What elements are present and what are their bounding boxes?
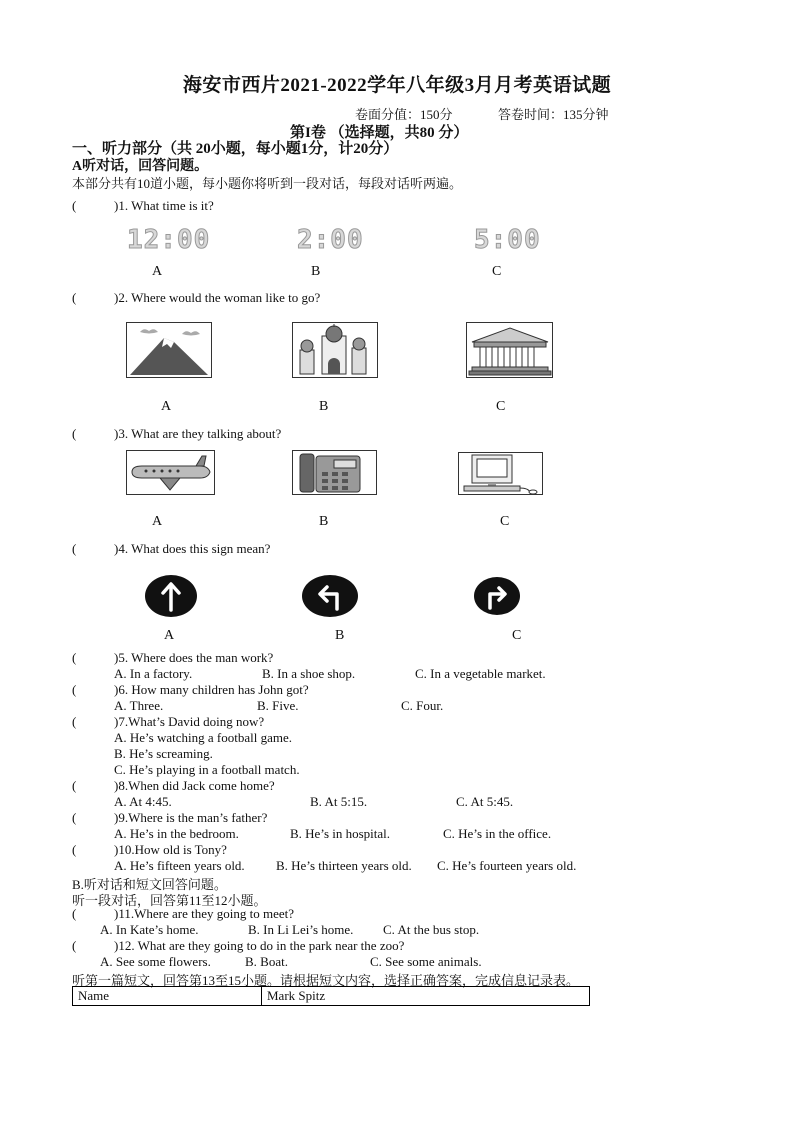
- part-a-heading: A听对话，回答问题。: [72, 159, 209, 174]
- arrow-straight-sign-icon: [144, 574, 198, 618]
- option-label-c: C: [496, 399, 506, 414]
- time-info: 答卷时间：135分钟: [498, 107, 609, 122]
- question-2: ( )2. Where would the woman like to go?: [72, 290, 321, 305]
- arrow-left-turn-sign-icon: [301, 574, 359, 618]
- section-heading: 一、听力部分（共 20小题，每小题1分，计20分）: [72, 141, 399, 157]
- table-value-cell: Mark Spitz: [262, 987, 590, 1006]
- option-label-c: C: [492, 264, 502, 279]
- question-10: ( )10.How old is Tony?: [72, 842, 227, 857]
- q8-option-a: A. At 4:45.: [114, 794, 172, 809]
- question-8: ( )8.When did Jack come home?: [72, 778, 275, 793]
- airplane-image: [126, 450, 216, 496]
- arrow-right-turn-sign-icon: [473, 576, 521, 616]
- q6-option-b: B. Five.: [257, 698, 299, 713]
- clock-a: 12:00: [127, 225, 211, 255]
- option-label-c: C: [512, 628, 522, 643]
- option-label-b: B: [335, 628, 345, 643]
- q5-option-b: B. In a shoe shop.: [262, 666, 356, 681]
- part-b-dialog-intro: 听一段对话，回答第11至12小题。: [72, 893, 267, 908]
- q5-option-a: A. In a factory.: [114, 666, 193, 681]
- exam-title: 海安市西片2021-2022学年八年级3月月考英语试题: [182, 75, 612, 96]
- option-label-b: B: [319, 514, 329, 529]
- q12-option-c: C. See some animals.: [370, 954, 482, 969]
- q10-option-b: B. He’s thirteen years old.: [276, 858, 412, 873]
- question-1: ( )1. What time is it?: [72, 198, 214, 213]
- mountain-image: [126, 322, 214, 380]
- score-info: 卷面分值：150分: [355, 107, 453, 122]
- question-9: ( )9.Where is the man’s father?: [72, 810, 268, 825]
- question-7: ( )7.What’s David doing now?: [72, 714, 265, 729]
- option-label-c: C: [500, 514, 510, 529]
- question-5: ( )5. Where does the man work?: [72, 650, 274, 665]
- q12-option-b: B. Boat.: [245, 954, 288, 969]
- option-label-b: B: [319, 399, 329, 414]
- part-b-heading: B.听对话和短文回答问题。: [72, 877, 227, 892]
- question-12: ( )12. What are they going to do in the park near the zoo?: [72, 938, 405, 953]
- question-3: ( )3. What are they talking about?: [72, 426, 282, 441]
- q7-option-b: B. He’s screaming.: [114, 746, 213, 761]
- info-record-table: [72, 986, 590, 1006]
- q5-option-c: C. In a vegetable market.: [415, 666, 546, 681]
- part-a-intro: 本部分共有10道小题，每小题你将听到一段对话，每段对话听两遍。: [72, 176, 463, 191]
- q11-option-c: C. At the bus stop.: [383, 922, 480, 937]
- q8-option-c: C. At 5:45.: [456, 794, 514, 809]
- q6-option-a: A. Three.: [114, 698, 164, 713]
- q12-option-a: A. See some flowers.: [100, 954, 211, 969]
- q11-option-b: B. In Li Lei’s home.: [248, 922, 354, 937]
- q7-option-a: A. He’s watching a football game.: [114, 730, 292, 745]
- q10-option-c: C. He’s fourteen years old.: [437, 858, 577, 873]
- q9-option-a: A. He’s in the bedroom.: [114, 826, 239, 841]
- telephone-image: [292, 450, 380, 496]
- question-6: ( )6. How many children has John got?: [72, 682, 309, 697]
- option-label-b: B: [311, 264, 321, 279]
- volume-heading: 第I卷 （选择题，共80 分）: [290, 125, 469, 141]
- temple-image: [466, 322, 556, 380]
- palace-image: [292, 322, 380, 380]
- q9-option-c: C. He’s in the office.: [443, 826, 552, 841]
- table-row: [73, 987, 590, 1006]
- table-label-cell: Name: [73, 987, 262, 1006]
- part-b-passage-intro: 听第一篇短文，回答第13至15小题。请根据短文内容，选择正确答案，完成信息记录表。: [72, 973, 580, 988]
- q9-option-b: B. He’s in hospital.: [290, 826, 391, 841]
- q11-option-a: A. In Kate’s home.: [100, 922, 199, 937]
- computer-image: [458, 452, 544, 496]
- q10-option-a: A. He’s fifteen years old.: [114, 858, 245, 873]
- q8-option-b: B. At 5:15.: [310, 794, 368, 809]
- option-label-a: A: [152, 514, 163, 529]
- option-label-a: A: [152, 264, 163, 279]
- option-label-a: A: [161, 399, 172, 414]
- clock-c: 5:00: [474, 225, 541, 255]
- question-11: ( )11.Where are they going to meet?: [72, 906, 294, 921]
- clock-b: 2:00: [297, 225, 364, 255]
- option-label-a: A: [164, 628, 175, 643]
- q7-option-c: C. He’s playing in a football match.: [114, 762, 300, 777]
- q6-option-c: C. Four.: [401, 698, 444, 713]
- question-4: ( )4. What does this sign mean?: [72, 541, 271, 556]
